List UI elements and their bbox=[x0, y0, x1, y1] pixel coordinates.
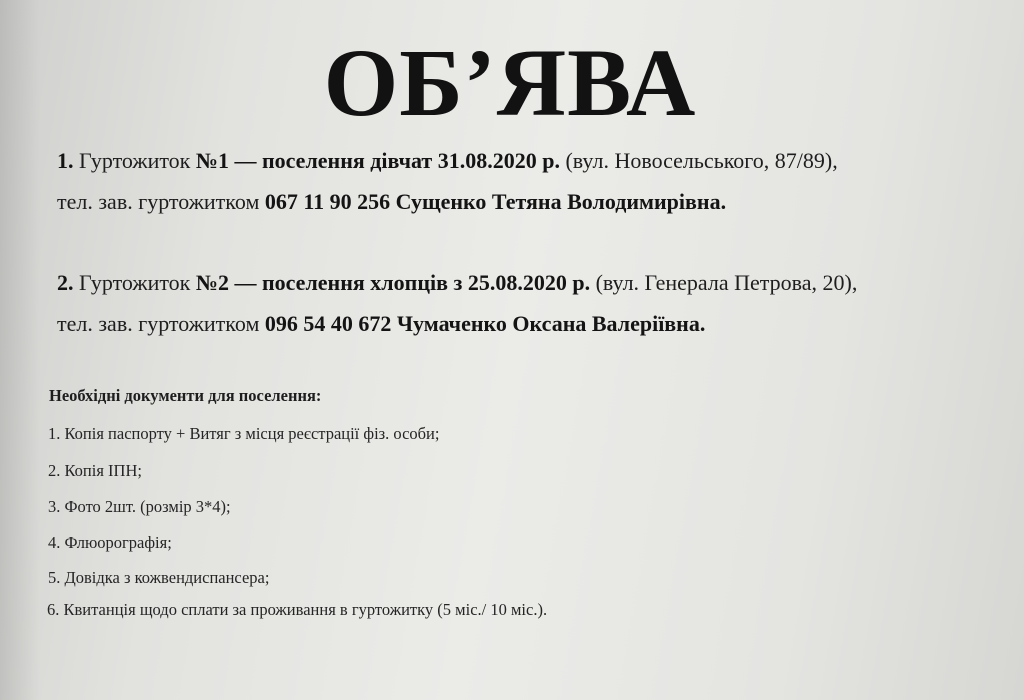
dorm2-phone: 096 54 40 672 bbox=[264, 311, 392, 336]
dorm2-settlement: поселення хлопців з 25.08.2020 р. bbox=[261, 270, 591, 295]
document-item: 3. Фото 2шт. (розмір 3*4); bbox=[48, 497, 231, 516]
dorm1-name: Гуртожиток bbox=[79, 148, 191, 173]
document-item: 2. Копія ІПН; bbox=[48, 461, 142, 480]
dorm2-dorm-no: №2 bbox=[195, 270, 229, 295]
dorm1-settlement: поселення дівчат 31.08.2020 р. bbox=[261, 148, 560, 173]
dorm2-phone-prefix: тел. зав. гуртожитком bbox=[57, 311, 260, 336]
dorm1-line1 bbox=[57, 148, 838, 174]
dorm1-address: (вул. Новосельського, 87/89), bbox=[565, 148, 838, 173]
dorm1-number: 1. bbox=[57, 148, 74, 173]
dorm1-dorm-no: №1 bbox=[195, 148, 229, 173]
document-item: 4. Флюорографія; bbox=[48, 533, 172, 552]
dorm1-dash: — bbox=[234, 148, 257, 173]
document-item: 6. Квитанція щодо сплати за проживання в гуртожитку (5 міс./ 10 міс.). bbox=[47, 600, 548, 619]
dorm2-line2 bbox=[57, 311, 705, 337]
dorm1-line2 bbox=[57, 189, 726, 215]
dorm1-phone-prefix: тел. зав. гуртожитком bbox=[57, 189, 260, 214]
dorm2-line1 bbox=[57, 270, 857, 296]
dorm2-name: Гуртожиток bbox=[79, 270, 191, 295]
document-item: 5. Довідка з кожвендиспансера; bbox=[48, 568, 270, 587]
dorm2-address: (вул. Генерала Петрова, 20), bbox=[595, 270, 858, 295]
document-item: 1. Копія паспорту + Витяг з місця реєстрації фіз. особи; bbox=[48, 424, 440, 443]
notice-title: ОБ’ЯВА bbox=[323, 29, 697, 136]
dorm1-phone: 067 11 90 256 bbox=[264, 189, 391, 214]
dorm1-manager: Сущенко Тетяна Володимирівна. bbox=[395, 189, 727, 214]
dorm2-dash: — bbox=[234, 270, 257, 295]
documents-heading: Необхідні документи для поселення: bbox=[49, 386, 322, 405]
dorm2-number: 2. bbox=[57, 270, 74, 295]
dorm2-manager: Чумаченко Оксана Валеріївна. bbox=[396, 311, 706, 336]
